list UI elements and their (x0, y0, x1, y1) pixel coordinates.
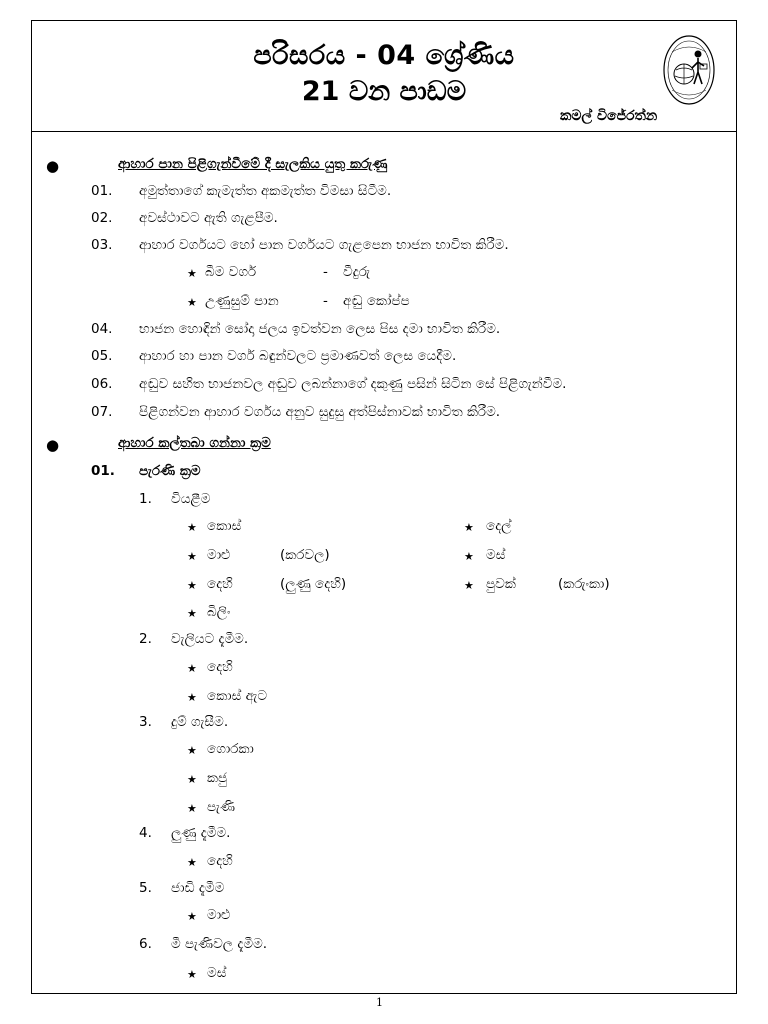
list-item: අඬුව සහිත භාජනවල අඬුව ලබන්නාගේ දකුණු පසින් සිටින සේ පිළිගැන්වීම. (139, 376, 567, 392)
food-item: මස් (486, 547, 506, 563)
page-number: 1 (376, 996, 383, 1009)
star-icon: ★ (187, 691, 197, 704)
food-item: පැණි (207, 799, 236, 815)
food-item: මාළු (207, 547, 231, 563)
author-name: කමල් විජේරත්න (560, 108, 658, 124)
subsection-number: 01. (91, 463, 115, 479)
list-item: අවස්ථාවට ඇති ගැළපීම. (139, 210, 278, 226)
method-name: දුම් ගැසීම. (171, 714, 229, 730)
subitem-value: වීදුරු (343, 264, 370, 280)
food-item: බිලිං (207, 604, 231, 620)
star-icon: ★ (187, 267, 197, 280)
star-icon: ★ (187, 662, 197, 675)
method-number: 4. (139, 825, 152, 841)
subsection-heading: පැරණි ක්‍රම (139, 463, 201, 479)
item-number: 01. (91, 183, 113, 199)
star-icon: ★ (464, 550, 474, 563)
method-number: 1. (139, 491, 152, 507)
food-note: (කරුංකා) (558, 576, 610, 592)
star-icon: ★ (187, 968, 197, 981)
food-note: (ලුණු දෙහි) (280, 576, 347, 592)
food-item: දෙල් (486, 518, 512, 534)
bullet-icon: ● (46, 157, 60, 175)
subitem-name: බීම වර්ග (205, 264, 257, 280)
item-number: 03. (91, 237, 113, 253)
method-number: 3. (139, 714, 152, 730)
item-number: 02. (91, 210, 113, 226)
list-item: ආහාර හා පාන වර්ග බඳුන්වලට ප්‍රමාණවත් ලෙස යෙදීම. (139, 348, 457, 364)
method-number: 6. (139, 936, 152, 952)
method-name: ලුණු දැමීම. (171, 825, 231, 841)
star-icon: ★ (187, 856, 197, 869)
star-icon: ★ (187, 296, 197, 309)
method-name: වියළීම (171, 491, 211, 507)
food-item: මාළු (207, 907, 231, 923)
star-icon: ★ (464, 521, 474, 534)
food-item: කොස් ඇට (207, 688, 268, 704)
star-icon: ★ (187, 550, 197, 563)
header-divider (31, 131, 737, 132)
food-note: (කරවල) (280, 547, 330, 563)
food-item: දෙහි (207, 659, 233, 675)
item-number: 06. (91, 376, 113, 392)
star-icon: ★ (187, 773, 197, 786)
star-icon: ★ (187, 744, 197, 757)
food-item: කොස් (207, 518, 242, 534)
list-item: ආහාර වර්ගයට හෝ පාන වර්ගයට ගැළපෙන භාජන භාවිත කිරීම. (139, 237, 509, 253)
food-item: ගොරකා (207, 741, 254, 757)
star-icon: ★ (187, 802, 197, 815)
page-title: පරිසරය - 04 ශ්‍රේණිය (253, 40, 515, 71)
method-name: ජාඩි දැමීම (171, 880, 225, 896)
star-icon: ★ (187, 521, 197, 534)
food-item: දෙහි (207, 853, 233, 869)
school-logo-icon (662, 34, 716, 106)
item-number: 05. (91, 348, 113, 364)
method-name: මී පැණිවල දැමීම. (171, 936, 268, 952)
section1-heading: ආහාර පාන පිළිගැන්වීමේ දී සැලකිය යුතු කරුණු (118, 156, 388, 172)
subitem-dash: - (323, 264, 328, 280)
bullet-icon: ● (46, 436, 60, 454)
list-item: භාජන හොඳින් සෝදා ජලය ඉවත්වන ලෙස පිස දමා භාවිත කිරීම. (139, 321, 501, 337)
item-number: 07. (91, 404, 113, 420)
food-item: පුවක් (486, 576, 516, 592)
method-number: 2. (139, 631, 152, 647)
food-item: කජු (207, 770, 228, 786)
method-name: වැලියට දැමීම. (171, 631, 249, 647)
food-item: මස් (207, 965, 227, 981)
section2-heading: ආහාර කල්තබා ගන්නා ක්‍රම (118, 435, 271, 451)
lesson-title: 21 වන පාඩම (301, 76, 467, 107)
subitem-name: උණුසුම් පාන (205, 293, 279, 309)
star-icon: ★ (187, 607, 197, 620)
star-icon: ★ (187, 910, 197, 923)
list-item: අමුත්තාගේ කැමැත්ත අකමැත්ත විමසා සිටීම. (139, 183, 392, 199)
star-icon: ★ (464, 579, 474, 592)
item-number: 04. (91, 321, 113, 337)
food-item: දෙහි (207, 576, 233, 592)
star-icon: ★ (187, 579, 197, 592)
subitem-dash: - (323, 293, 328, 309)
subitem-value: අඬු කෝප්ප (343, 293, 410, 309)
method-number: 5. (139, 880, 152, 896)
list-item: පිළිගන්වන ආහාර වර්ගය අනුව සුදුසු අත්පිස්නාවක් භාවිත කිරීම. (139, 404, 501, 420)
